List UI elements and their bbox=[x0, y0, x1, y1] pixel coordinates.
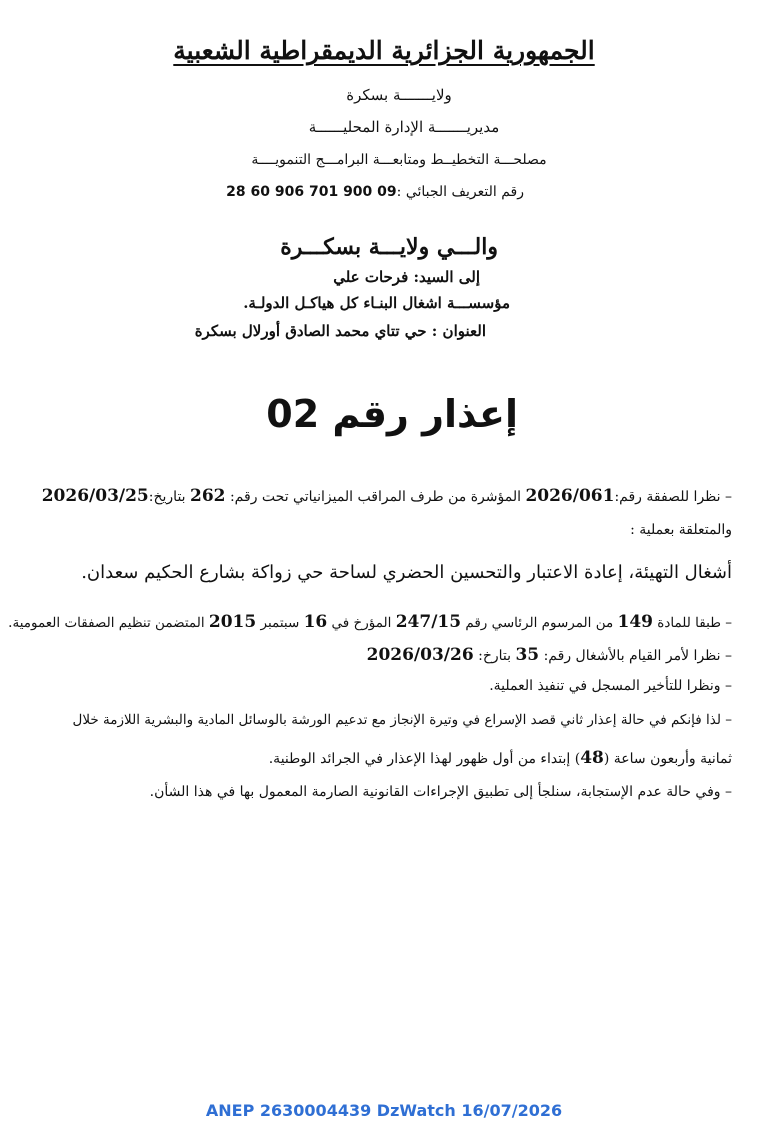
service-line: مصلحـــة التخطيــط ومتابعـــة البرامـــج التنمويــــة bbox=[251, 152, 547, 168]
paragraph-deal-line2: والمتعلقة بعملية : bbox=[630, 522, 732, 538]
text: المتضمن تنظيم الصفقات العمومية. bbox=[8, 615, 209, 631]
fiscal-id-line bbox=[226, 184, 524, 200]
decree-number: 247/15 bbox=[395, 612, 462, 632]
decree-day: 16 bbox=[303, 612, 328, 632]
directorate-line: مديريـــــــة الإدارة المحليــــــة bbox=[308, 118, 500, 136]
publication-footer: ANEP 2630004439 DzWatch 16/07/2026 bbox=[205, 1101, 563, 1120]
wilaya-line: ولايـــــــة بسكرة bbox=[346, 86, 452, 104]
text: – نظرا للصفقة رقم: bbox=[614, 489, 732, 505]
text: ) إبتداء من أول ظهور لهذا الإعذار في الجرائد الوطنية. bbox=[268, 751, 581, 767]
text: بتارخ: bbox=[473, 648, 516, 664]
text: من المرسوم الرئاسي رقم bbox=[461, 615, 618, 631]
text: – طبقا للمادة bbox=[653, 615, 732, 631]
text: المؤرخ في bbox=[327, 615, 396, 631]
project-name: أشغال التهيئة، إعادة الاعتبار والتحسين الحضري لساحة حي زواكة بشارع الحكيم سعدان. bbox=[81, 562, 732, 583]
paragraph-decree bbox=[8, 612, 732, 632]
recipient-company: مؤسســـة اشغال البنـاء كل هياكـل الدولـة. bbox=[243, 294, 510, 312]
fiscal-id-label: رقم التعريف الجبائي : bbox=[396, 184, 524, 200]
notice-title: إعذار رقم 02 bbox=[266, 392, 518, 436]
paragraph-notice: – لذا فإنكم في حالة إعذار ثاني قصد الإسراع في وتيرة الإنجاز مع تدعيم الورشة بالوسائل المادية والبشرية اللازمة خلال bbox=[72, 712, 732, 728]
paragraph-deal bbox=[42, 486, 732, 506]
text: المؤشرة من طرف المراقب الميزانياتي تحت رقم: bbox=[225, 489, 526, 505]
hours-number: 48 bbox=[580, 748, 604, 768]
text: سبتمبر bbox=[256, 615, 304, 631]
republic-heading: الجمهورية الجزائرية الديمقراطية الشعبية bbox=[173, 36, 595, 65]
paragraph-notice-line2 bbox=[269, 748, 732, 768]
fiscal-id-number: 28 60 906 701 900 09 bbox=[226, 184, 397, 200]
text: – نظرا لأمر القيام بالأشغال رقم: bbox=[539, 648, 732, 664]
order-number: 35 bbox=[515, 645, 540, 665]
order-date: 2026/03/26 bbox=[366, 645, 474, 665]
visa-date: 2026/03/25 bbox=[41, 486, 149, 506]
article-number: 149 bbox=[617, 612, 654, 632]
decree-year: 2015 bbox=[208, 612, 257, 632]
deal-number: 2026/061 bbox=[525, 486, 615, 506]
recipient-name: إلى السيد: فرحات علي bbox=[333, 268, 480, 286]
paragraph-warning: – وفي حالة عدم الإستجابة، سنلجأ إلى تطبيق الإجراءات القانونية الصارمة المعمول بها في هذا الشأن. bbox=[149, 784, 732, 800]
text: بتاريخ: bbox=[148, 489, 191, 505]
paragraph-order bbox=[367, 645, 732, 665]
text: ثمانية وأربعون ساعة ( bbox=[603, 751, 732, 767]
wali-heading: والـــي ولايـــة بسكـــرة bbox=[280, 234, 498, 260]
paragraph-delay: – ونظرا للتأخير المسجل في تنفيذ العملية. bbox=[489, 678, 732, 694]
recipient-address: العنوان : حي تتاي محمد الصادق أورلال بسكرة bbox=[194, 322, 486, 340]
visa-number: 262 bbox=[190, 486, 226, 506]
